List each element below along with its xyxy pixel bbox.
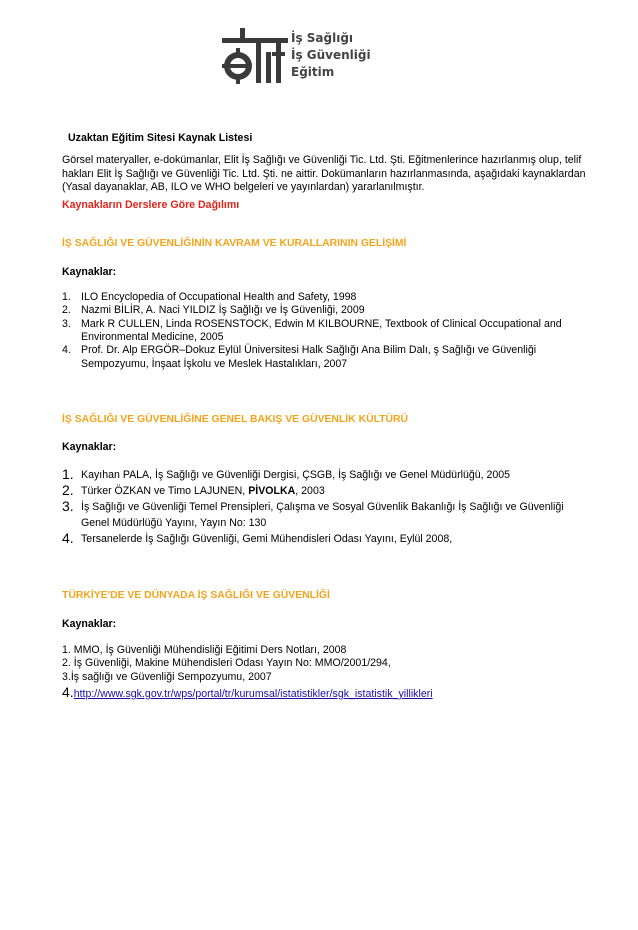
item-number: 2. <box>62 482 74 499</box>
reference-text: ILO Encyclopedia of Occupational Health and Safety, 1998 <box>81 291 357 304</box>
distribution-link[interactable]: Kaynakların Derslere Göre Dağılımı <box>62 199 240 212</box>
reference-item <box>62 499 594 531</box>
reference-text: Kayıhan PALA, İş Sağlığı ve Güvenliği Dergisi, ÇSGB, İş Sağlığı ve Genel Müdürlüğü, 2005 <box>81 469 511 482</box>
intro-paragraph: Görsel materyaller, e-dokümanlar, Elit İş Sağlığı ve Güvenliği Tic. Ltd. Şti. Eğitmenlerince hazırlanmış olup, telif hakları Elit İş Sağlığı ve Güvenliği Tic. Ltd. Şti. ne aittir. Dokümanların hazırlanmasında, aşağıdaki kaynaklardan (Yasal dayanaklar, AB, ILO ve WHO belgeleri ve yayınlardan) yararlanılmıştır. <box>62 154 586 193</box>
document-title: Uzaktan Eğitim Sitesi Kaynak Listesi <box>68 132 253 144</box>
elit-logo-icon <box>222 28 288 86</box>
reference-list <box>62 467 594 547</box>
logo-line: İş Güvenliği <box>291 48 371 62</box>
sgk-statistics-link[interactable]: http://www.sgk.gov.tr/wps/portal/tr/kurumsal/istatistikler/sgk_istatistik_yillikleri <box>73 687 433 700</box>
reference-item <box>62 291 594 304</box>
item-number: 3. <box>62 498 74 515</box>
reference-item <box>62 657 594 670</box>
reference-item <box>62 684 594 702</box>
reference-text: İş sağlığı ve Güvenliği Sempozyumu, 2007 <box>70 670 272 683</box>
reference-text: , 2003 <box>295 485 325 498</box>
reference-item <box>62 318 594 345</box>
reference-text: Prof. Dr. Alp ERGÖR–Dokuz Eylül Üniversitesi Halk Sağlığı Ana Bilim Dalı, ş Sağlığı ve Güvenliği Sempozyumu, İnşaat İşkolu ve Meslek Hastalıkları, 2007 <box>81 344 537 370</box>
reference-text: İş Güvenliği, Makine Mühendisleri Odası Yayın No: MMO/2001/294, <box>70 657 391 670</box>
item-number: 4. <box>62 530 74 547</box>
reference-item <box>62 304 594 317</box>
item-number: 1. <box>62 644 71 657</box>
reference-text: Tersanelerde İş Sağlığı Güvenliği, Gemi Mühendisleri Odası Yayını, Eylül 2008, <box>81 533 453 546</box>
document-body <box>62 132 594 702</box>
logo-wordmark <box>291 30 371 81</box>
reference-item <box>62 344 594 371</box>
reference-item <box>62 467 594 483</box>
reference-list <box>62 644 594 702</box>
item-number: 4. <box>62 344 71 357</box>
item-number: 2. <box>62 657 71 670</box>
item-number: 2. <box>62 304 71 317</box>
reference-text: MMO, İş Güvenliği Mühendisliği Eğitimi Ders Notları, 2008 <box>70 644 347 657</box>
section-title: TÜRKİYE'DE VE DÜNYADA İŞ SAĞLIĞI VE GÜVENLİĞİ <box>62 590 330 602</box>
reference-item <box>62 644 594 657</box>
item-number: 1. <box>62 291 71 304</box>
section-title: İŞ SAĞLIĞI VE GÜVENLİĞİNE GENEL BAKIŞ VE GÜVENLİK KÜLTÜRÜ <box>62 413 409 425</box>
sources-label: Kaynaklar: <box>62 441 117 454</box>
reference-list <box>62 291 594 371</box>
reference-item <box>62 671 594 684</box>
sources-label: Kaynaklar: <box>62 617 117 630</box>
item-number: 1. <box>62 466 74 483</box>
reference-text: Mark R CULLEN, Linda ROSENSTOCK, Edwin M KILBOURNE, Textbook of Clinical Occupational and Environmental Medicine, 2005 <box>81 317 562 343</box>
reference-text: İş Sağlığı ve Güvenliği Temel Prensipleri, Çalışma ve Sosyal Güvenlik Bakanlığı İş Sağlığı ve Güvenliği Genel Müdürlüğü Yayını, Yayın No: 130 <box>81 501 564 530</box>
reference-item <box>62 531 594 547</box>
reference-text: Türker ÖZKAN ve Timo LAJUNEN, <box>81 485 249 498</box>
logo-line: Eğitim <box>291 65 335 79</box>
item-number: 4. <box>62 683 74 700</box>
company-logo <box>222 28 382 90</box>
section-title: İŞ SAĞLIĞI VE GÜVENLİĞİNİN KAVRAM VE KURALLARININ GELİŞİMİ <box>62 238 407 250</box>
sources-label: Kaynaklar: <box>62 265 117 278</box>
item-number: 3. <box>62 670 71 683</box>
reference-text: Nazmi BİLİR, A. Naci YILDIZ İş Sağlığı ve İş Güvenliği, 2009 <box>81 304 365 317</box>
item-number: 3. <box>62 317 71 330</box>
logo-line: İş Sağlığı <box>291 31 354 45</box>
reference-item <box>62 483 594 499</box>
reference-title-bold: PİVOLKA <box>248 485 296 498</box>
